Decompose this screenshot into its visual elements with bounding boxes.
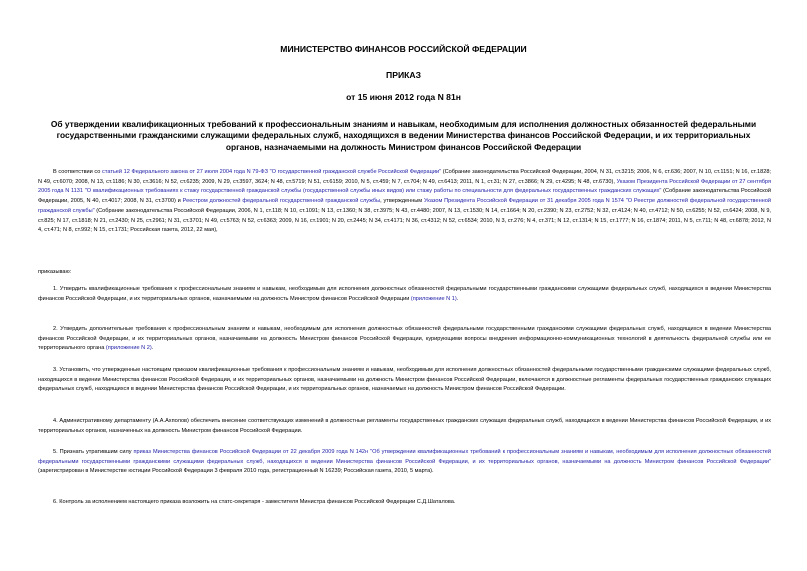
item-3-text: 3. Установить, что утвержденные настоящим приказом квалификационные требования к профессиональным знаниям и навыкам, необходимым для исполнения должностных обязанностей федеральными государственными гражданскими служащими федеральных служб, находящихся в ведении Министерства финансов Российской Федерации, и их территориальных органов, назначаемыми на должность Министром финансов Российской Федерации, включаются в должностные регламенты федеральных государственных гражданских служащих федеральных служб, находящихся в ведении Министерства финансов Российской Федерации, и их территориальных органов, назначаемых на должность Министром финансов Российской Федерации. [38, 367, 771, 393]
item-6-paragraph [38, 498, 771, 508]
appendix-2-link[interactable]: (приложение N 2) [105, 345, 152, 352]
item-1-text: 1. Утвердить квалификационные требования к профессиональным знаниям и навыкам, необходимым для исполнения должностных обязанностей федеральными государственными гражданскими служащими федеральных служб, находящихся в ведении Министерства финансов Российской Федерации, и их территориальных органов, назначаемыми на должность Министром финансов Российской Федерации [38, 286, 771, 302]
decree-1574-link[interactable]: Указом Президента Российской Федерации от 31 декабря 2005 года N 1574 "О Реестре должностей федеральной государственной гражданской службы" [38, 198, 771, 214]
registry-link[interactable]: Реестром должностей федеральной государственной гражданской службы [182, 198, 381, 205]
document-subject: Об утверждении квалификационных требований к профессиональным знаниям и навыкам, необходимым для исполнения должностных обязанностей федеральными государственными гражданскими служащими федеральных служб, находящихся в ведении Министерства финансов Российской Федерации, и их территориальных органов, назначаемыми на должность Министром финансов Российской Федерации [50, 119, 757, 152]
preamble-paragraph [38, 168, 771, 236]
preamble-text-3: (Собрание законодательства Российской Федерации, 2005, N 40, ст.4017; 2008, N 31, ст.3700) и [38, 188, 772, 205]
preamble-text-5: (Собрание законодательства Российской Федерации, 2006, N 1, ст.118; N 10, ст.1091; N 13, ст.1360; N 38, ст.3975; N 43, ст.4480; 2007, N 13, ст.1530; N 14, ст.1664; N 20, ст.2390; N 23, ст.2752; N 32, ст.4124; N 40, ст.4712; N 50, ст.6255; N 52, ст.6424; 2008, N 9, ст.825; N 17, ст.1818; N 21, ст.2430; N 25, ст.2961; N 31, ст.3701; N 49, ст.5763; N 52, ст.6363; 2009, N 16, ст.1901; N 20, ст.2445; N 34, ст.4171; N 36, ст.4312; N 52, ст.6534; 2010, N 3, ст.276; N 4, ст.371; N 12, ст.1314; N 15, ст.1777; N 16, ст.1874; 2011, N 5, ст.711; N 48, ст.6878; 2012, N 4, ст.471; N 8, ст.992; N 15, ст.1731; Российская газета, 2012, 22 мая), [38, 207, 771, 234]
decree-1131-link[interactable]: Указом Президента Российской Федерации от 27 сентября 2005 года N 1131 "О квалификационных требованиях к стажу государственной гражданской службы (государственной службы иных видов) или стажу работы по специальности для федеральных государственных гражданских служащих" [38, 178, 771, 195]
item-1-end: . [456, 295, 459, 302]
order-142n-link[interactable]: приказ Министерства финансов Российской Федерации от 22 декабря 2009 года N 142н "Об утверждении квалификационных требований к профессиональным знаниям и навыкам, необходимым для исполнения должностных обязанностей федеральными государственными гражданскими служащими федеральных служб, находящихся в ведении Министерства финансов Российской Федерации, и их территориальных органов, назначаемыми на должность Министром финансов Российской Федерации" [38, 449, 772, 465]
item-2-end: . [151, 345, 154, 352]
item-6-text: 6. Контроль за исполнением настоящего приказа возложить на статс-секретаря - заместителя Министра финансов Российской Федерации С.Д.Шаталова. [53, 499, 456, 505]
order-word: приказываю: [38, 269, 72, 275]
item-3-paragraph [38, 366, 771, 395]
document-type: ПРИКАЗ [386, 70, 421, 80]
preamble-text-1: В соответствии со [53, 169, 103, 175]
law-79fz-link[interactable]: статьей 12 Федерального закона от 27 июля 2004 года N 79-ФЗ "О государственной гражданской службе Российской Федерации" [102, 169, 442, 175]
item-4-paragraph [38, 417, 771, 436]
item-2-paragraph [38, 325, 771, 354]
preamble-text-2: (Собрание законодательства Российской Федерации, 2004, N 31, ст.3215; 2006, N 6, ст.636; 2007, N 10, ст.1151; N 16, ст.1828; N 49, ст.6070; 2008, N 13, ст.1186; N 30, ст.3616; N 52, ст.6235; 2009, N 29, ст.3597, 3624; N 48, ст.5719; N 51, ст.6159; 2010, N 5, ст.459; N 7, ст.704; N 49, ст.6413; 2011, N 1, ст.31; N 27, ст.3866; N 29, ст.4295; N 48, ст.6730), [38, 169, 771, 185]
ministry-heading: МИНИСТЕРСТВО ФИНАНСОВ РОССИЙСКОЙ ФЕДЕРАЦИИ [280, 44, 527, 54]
item-5-text: 5. Признать утратившим силу [53, 449, 134, 455]
appendix-1-link[interactable]: (приложение N 1) [410, 295, 457, 302]
preamble-text-4: , утвержденным [380, 198, 424, 205]
item-5-paragraph [38, 448, 771, 477]
item-4-text: 4. Административному департаменту (А.А.Ахполов) обеспечить внесение соответствующих изменений в должностные регламенты государственных гражданских служащих федеральных служб, находящихся в ведении Министерства финансов Российской Федерации, и их территориальных органов, назначенных на должность Министром финансов Российской Федерации. [38, 418, 771, 434]
document-date-number: от 15 июня 2012 года N 81н [346, 92, 461, 102]
item-2-text: 2. Утвердить дополнительные требования к профессиональным знаниям и навыкам, необходимым для исполнения должностных обязанностей федеральными государственными гражданскими служащими федеральных служб, находящихся в ведении Министерства финансов Российской Федерации, и их территориальных органов, назначаемыми на должность Министром финансов Российской Федерации, курирующими вопросы внедрения информационно-коммуникационных технологий в деятельность федеральной службы или ее территориального органа [38, 326, 771, 352]
item-1-paragraph [38, 285, 771, 304]
item-5-end: (зарегистрирован в Министерстве юстиции Российской Федерации 3 февраля 2010 года, регистрационный N 16239; Российская газета, 2010, 5 марта). [38, 468, 434, 475]
